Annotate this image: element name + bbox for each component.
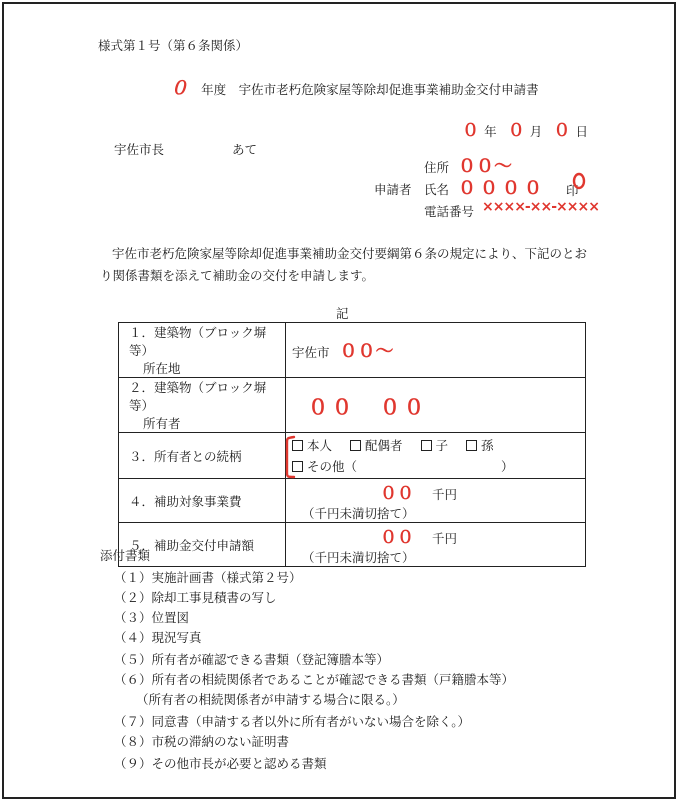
date-month-label: 月	[529, 124, 543, 139]
handwritten-phone: ××××-××-××××	[482, 199, 599, 215]
body-text-line1: 宇佐市老朽危険家屋等除却促進事業補助金交付要綱第６条の規定により、下記のとお	[112, 246, 588, 261]
row5-value	[286, 523, 586, 567]
handwritten-date-month: ０	[507, 121, 525, 141]
seal-mark: 印	[566, 183, 579, 198]
option-spouse: 配偶者	[365, 438, 403, 453]
handwritten-subsidy-amount: ００	[380, 528, 414, 548]
title-line	[170, 74, 539, 100]
handwritten-name: ００００	[458, 178, 546, 199]
addressee-name: 宇佐市長	[114, 142, 165, 157]
relation-other	[292, 457, 579, 475]
list-item: （３）位置図	[114, 610, 190, 625]
row1-value	[286, 323, 586, 378]
option-grandchild: 孫	[481, 438, 494, 453]
handwritten-project-cost: ００	[380, 484, 414, 504]
applicant-label: 申請者	[374, 182, 412, 197]
option-other: その他（	[307, 459, 358, 474]
checkbox-spouse[interactable]	[350, 440, 361, 451]
list-item: （５）所有者が確認できる書類（登記簿謄本等）	[114, 652, 390, 667]
row4-value	[286, 479, 586, 523]
handwritten-address: ００〜	[458, 156, 512, 177]
row1-label-line2: 所在地	[143, 361, 181, 376]
checkbox-child[interactable]	[421, 440, 432, 451]
name-label: 氏名	[424, 182, 450, 197]
option-other-close: ）	[501, 459, 514, 474]
attachments-heading: 添付書類	[100, 548, 151, 563]
row1-label-line1: １．建築物（ブロック塀等）	[129, 325, 267, 358]
list-item: （１）実施計画書（様式第２号）	[114, 570, 302, 585]
address-label: 住所	[424, 160, 450, 175]
row5-label: ５．補助金交付申請額	[119, 523, 286, 567]
row4-note: （千円未満切捨て）	[302, 506, 415, 521]
row1-label	[119, 323, 286, 378]
list-item: （７）同意書（申請する者以外に所有者がいない場合を除く。）	[114, 714, 471, 729]
handwritten-owner: ００ ００	[308, 394, 428, 419]
option-honnin: 本人	[307, 438, 333, 453]
option-child: 子	[435, 438, 449, 453]
row5-unit: 千円	[431, 531, 457, 546]
table-row	[119, 523, 586, 567]
table-row	[119, 433, 586, 479]
handwritten-bracket	[283, 435, 297, 479]
handwritten-date-day: ０	[553, 121, 571, 141]
list-item: （４）現況写真	[114, 630, 202, 645]
table-row	[119, 323, 586, 378]
addressee-suffix: あて	[232, 142, 258, 157]
handwritten-location: ００〜	[339, 341, 394, 362]
date-year-label: 年	[484, 124, 497, 139]
row4-label: ４．補助対象事業費	[119, 479, 286, 523]
row2-label-line2: 所有者	[143, 416, 181, 431]
handwritten-year: ０	[170, 78, 188, 99]
date-line	[462, 116, 588, 141]
row5-note: （千円未満切捨て）	[302, 550, 415, 565]
body-text-line2: り関係書類を添えて補助金の交付を申請します。	[100, 268, 375, 283]
row2-value	[286, 378, 586, 433]
title-text: 年度 宇佐市老朽危険家屋等除却促進事業補助金交付申請書	[201, 82, 539, 97]
ki-heading: 記	[336, 306, 349, 321]
list-item: （２）除却工事見積書の写し	[114, 590, 277, 605]
relation-options	[292, 436, 579, 454]
list-item: （９）その他市長が必要と認める書類	[114, 756, 327, 771]
checkbox-grandchild[interactable]	[466, 440, 477, 451]
phone-label: 電話番号	[424, 204, 475, 219]
list-item: （８）市税の滞納のない証明書	[114, 734, 290, 749]
row3-value	[286, 433, 586, 479]
row2-label	[119, 378, 286, 433]
table-row	[119, 378, 586, 433]
application-table	[118, 322, 586, 567]
seal-circle-handwritten	[572, 172, 586, 190]
list-item: （６）所有者の相続関係者であることが確認できる書類（戸籍謄本等）	[114, 672, 515, 687]
row2-label-line1: ２．建築物（ブロック塀等）	[129, 380, 267, 413]
date-day-label: 日	[575, 124, 589, 139]
handwritten-date-year: ０	[462, 121, 479, 141]
table-row	[119, 479, 586, 523]
row4-unit: 千円	[431, 487, 457, 502]
form-number: 様式第１号（第６条関係）	[98, 38, 249, 53]
row1-prefix: 宇佐市	[292, 345, 330, 360]
list-item: （所有者の相続関係者が申請する場合に限る。）	[136, 692, 405, 707]
row3-label: ３．所有者との続柄	[119, 433, 286, 479]
